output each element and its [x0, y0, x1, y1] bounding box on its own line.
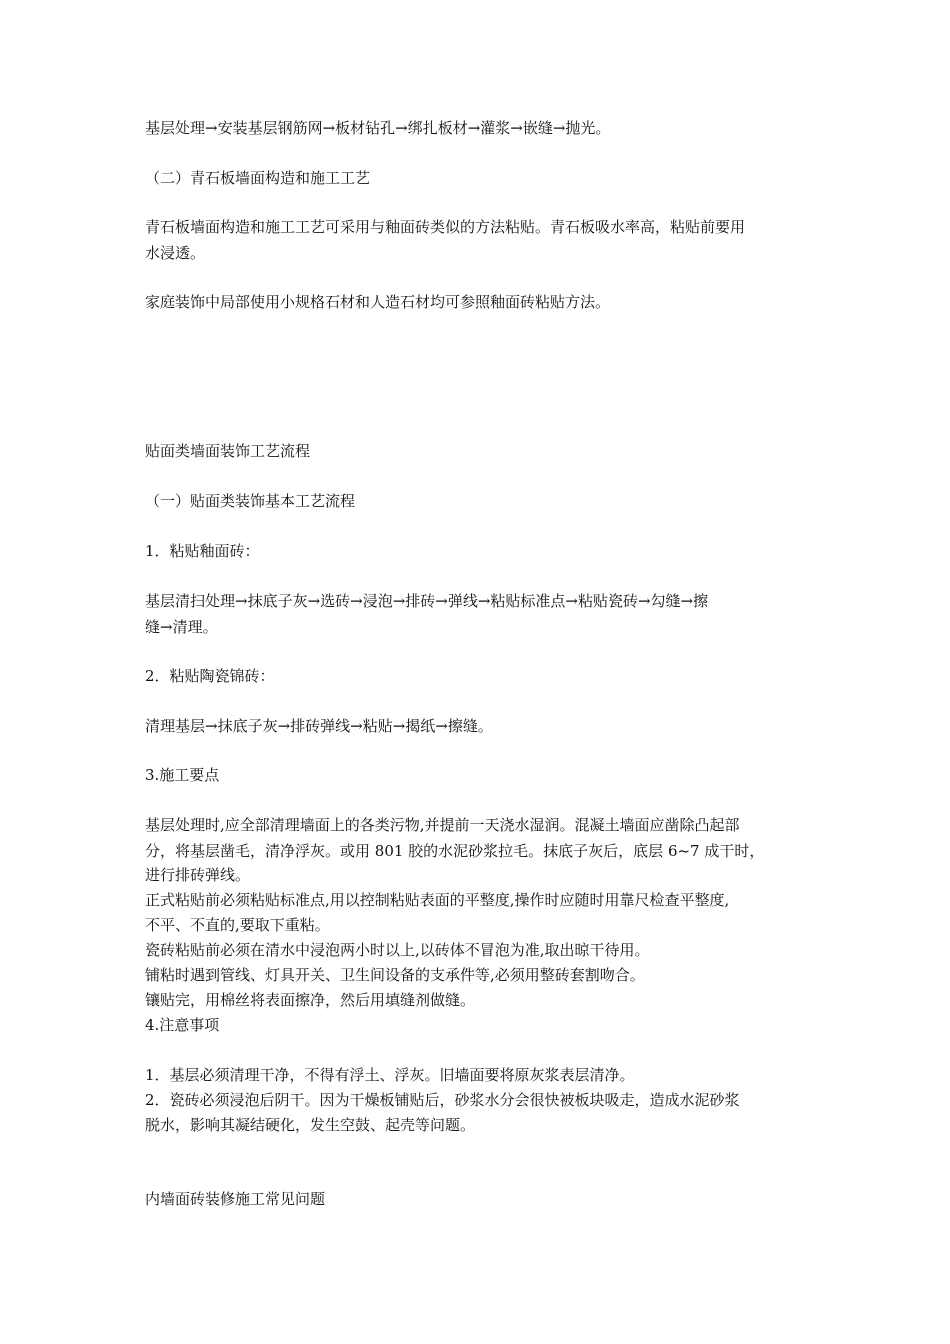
process-line: 基层处理→安装基层钢筋网→板材钻孔→绑扎板材→灌浆→嵌缝→抛光。	[145, 119, 611, 137]
process-line: 清理基层→抹底子灰→排砖弹线→粘贴→揭纸→擦缝。	[145, 717, 493, 735]
paragraph-line: 正式粘贴前必须粘贴标准点,用以控制粘贴表面的平整度,操作时应随时用靠尺检查平整度,	[145, 891, 730, 909]
process-line: 缝→清理。	[145, 618, 218, 636]
section-title: 贴面类墙面装饰工艺流程	[145, 442, 311, 460]
paragraph-line: 铺粘时遇到管线、灯具开关、卫生间设备的支承件等,必须用整砖套割吻合。	[145, 966, 645, 984]
paragraph-line: 进行排砖弹线。	[145, 866, 251, 884]
paragraph-line: 水浸透。	[145, 244, 206, 262]
list-heading: 1．粘贴釉面砖：	[145, 542, 260, 560]
paragraph-line: 镶贴完，用棉丝将表面擦净，然后用填缝剂做缝。	[145, 991, 476, 1009]
list-item: 2．瓷砖必须浸泡后阴干。因为干燥板铺贴后，砂浆水分会很快被板块吸走，造成水泥砂浆	[145, 1091, 740, 1109]
section-heading: 3.施工要点	[145, 766, 220, 784]
paragraph-line: 基层处理时,应全部清理墙面上的各类污物,并提前一天浇水湿润。混凝土墙面应凿除凸起部	[145, 816, 740, 834]
section-heading: （二）青石板墙面构造和施工工艺	[145, 169, 371, 187]
paragraph-line: 青石板墙面构造和施工工艺可采用与釉面砖类似的方法粘贴。青石板吸水率高，粘贴前要用	[145, 218, 746, 236]
paragraph-line: 分，将基层凿毛，清净浮灰。或用 801 胶的水泥砂浆拉毛。抹底子灰后，底层 6~7 成干时，	[145, 842, 765, 860]
process-line: 基层清扫处理→抹底子灰→选砖→浸泡→排砖→弹线→粘贴标准点→粘贴瓷砖→勾缝→擦	[145, 592, 709, 610]
list-item: 脱水，影响其凝结硬化，发生空鼓、起壳等问题。	[145, 1116, 476, 1134]
section-heading: 4.注意事项	[145, 1016, 220, 1034]
list-item: 1．基层必须清理干净，不得有浮土、浮灰。旧墙面要将原灰浆表层清净。	[145, 1066, 635, 1084]
paragraph-line: 不平、不直的,要取下重粘。	[145, 916, 330, 934]
paragraph-line: 瓷砖粘贴前必须在清水中浸泡两小时以上,以砖体不冒泡为准,取出晾干待用。	[145, 941, 650, 959]
section-title: 内墙面砖装修施工常见问题	[145, 1190, 326, 1208]
paragraph-line: 家庭装饰中局部使用小规格石材和人造石材均可参照釉面砖粘贴方法。	[145, 293, 611, 311]
section-heading: （一）贴面类装饰基本工艺流程	[145, 492, 356, 510]
list-heading: 2．粘贴陶瓷锦砖：	[145, 667, 275, 685]
